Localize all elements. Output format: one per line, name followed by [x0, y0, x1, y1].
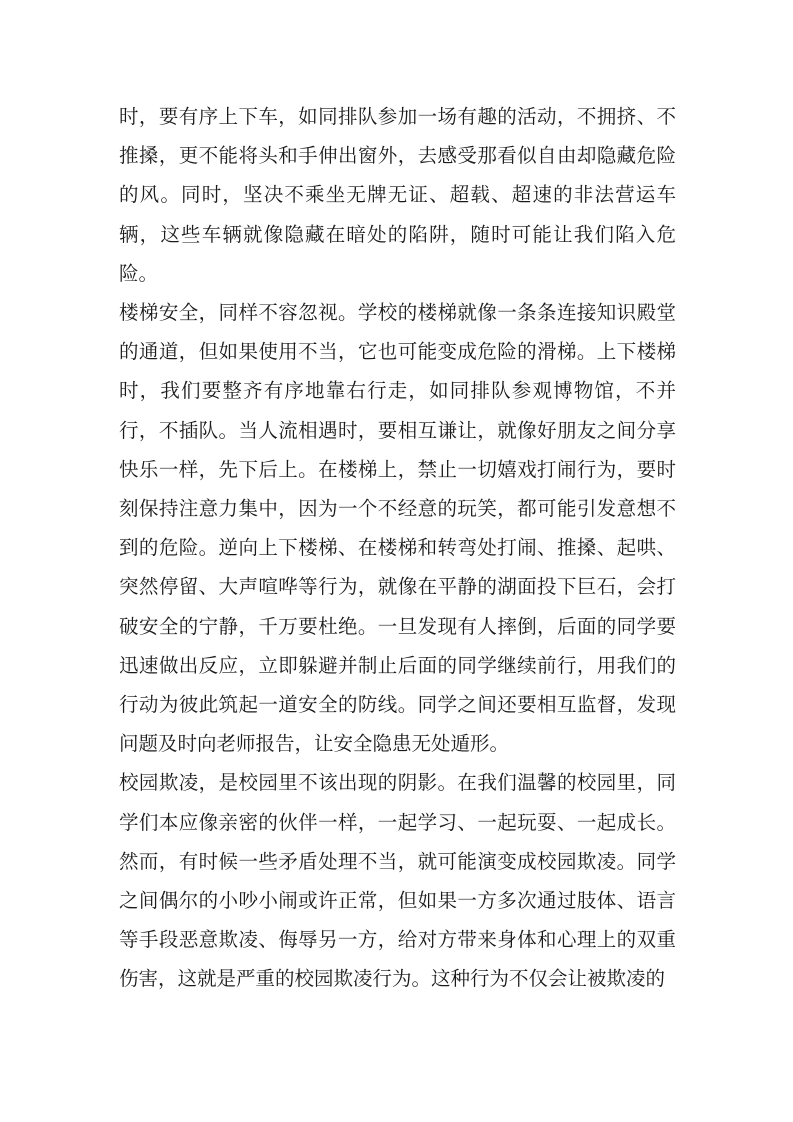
paragraph-bus-safety: 时，要有序上下车，如同排队参加一场有趣的活动，不拥挤、不推搡，更不能将头和手伸出窗外，去感受那看似自由却隐藏危险的风。同时，坚决不乘坐无牌无证、超载、超速的非法营运车辆，这些车辆就像隐藏在暗处的陷阱，随时可能让我们陷入危险。 — [119, 105, 676, 285]
paragraph-campus-bullying: 校园欺凌，是校园里不该出现的阴影。在我们温馨的校园里，同学们本应像亲密的伙伴一样，一起学习、一起玩耍、一起成长。然而，有时候一些矛盾处理不当，就可能演变成校园欺凌。同学之间偶尔的小吵小闹或许正常，但如果一方多次通过肢体、语言等手段恶意欺凌、侮辱另一方，给对方带来身体和心理上的双重伤害，这就是严重的校园欺凌行为。这种行为不仅会让被欺凌的 — [119, 771, 676, 991]
document-body — [119, 97, 676, 999]
paragraph-stairs-safety: 楼梯安全，同样不容忽视。学校的楼梯就像一条条连接知识殿堂的通道，但如果使用不当，它也可能变成危险的滑梯。上下楼梯时，我们要整齐有序地靠右行走，如同排队参观博物馆，不并行，不插队。当人流相遇时，要相互谦让，就像好朋友之间分享快乐一样，先下后上。在楼梯上，禁止一切嬉戏打闹行为，要时刻保持注意力集中，因为一个不经意的玩笑，都可能引发意想不到的危险。逆向上下楼梯、在楼梯和转弯处打闹、推搡、起哄、突然停留、大声喧哗等行为，就像在平静的湖面投下巨石，会打破安全的宁静，千万要杜绝。一旦发现有人摔倒，后面的同学要迅速做出反应，立即躲避并制止后面的同学继续前行，用我们的行动为彼此筑起一道安全的防线。同学之间还要相互监督，发现问题及时向老师报告，让安全隐患无处遁形。 — [119, 301, 676, 756]
